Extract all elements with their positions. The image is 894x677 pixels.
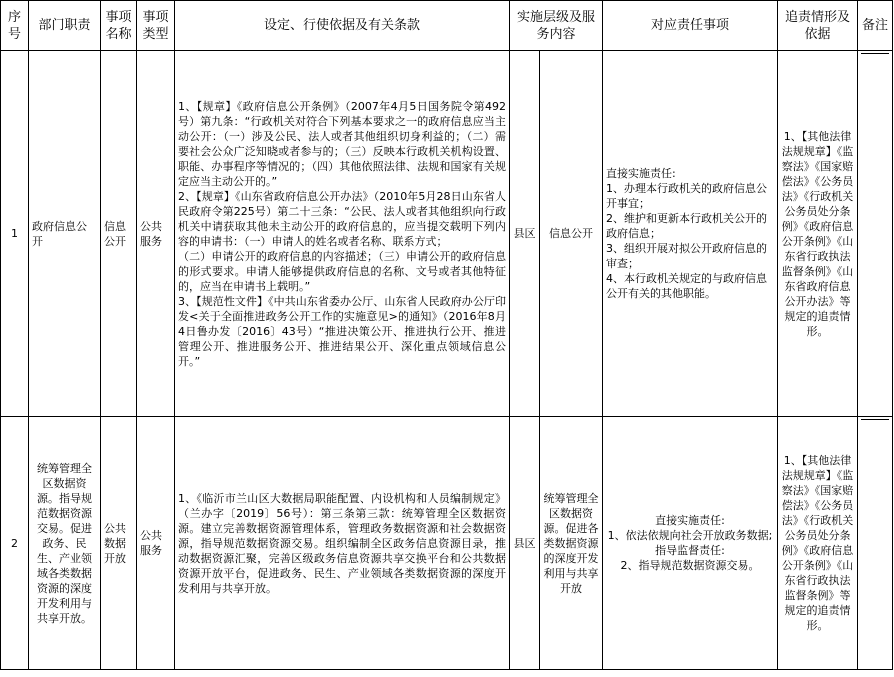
row-remark — [858, 417, 893, 670]
responsibility-line: 4、本行政机关规定的与政府信息公开有关的其他职能。 — [606, 272, 768, 300]
row-responsibility — [603, 51, 778, 417]
responsibility-line: 指导监督责任: — [655, 544, 725, 557]
row-level: 县区 — [510, 51, 540, 417]
responsibility-line: 2、指导规范数据资源交易。 — [620, 559, 760, 572]
responsibility-line: 3、组织开展对拟公开政府信息的审查； — [606, 242, 768, 270]
basis-paragraph: 3、【规范性文件】《中共山东省委办公厅、山东省人民政府办公厅印发<关于全面推进政务公开工作的实施意见>的通知》（2016年8月4日鲁办发〔2016〕43号）“推进决策公开、推进执行公开、推进管理公开、推进服务公开、推进结果公开、深化重点领域信息公开。” — [178, 294, 506, 368]
row-item-type: 公共服务 — [137, 417, 175, 670]
row-remark — [858, 51, 893, 417]
responsibility-line: 直接实施责任: — [606, 167, 676, 180]
row-item-name: 信息公开 — [101, 51, 137, 417]
header-remark: 备注 — [858, 1, 893, 51]
basis-paragraph: 2、【规章】《山东省政府信息公开办法》（2010年5月28日山东省人民政府令第225号）第二十三条：“公民、法人或者其他组织向行政机关中请获取其他未主动公开的政府信息的，应当提交载明下列内容的申请书：（一）申请人的姓名或者名称、联系方式； — [178, 189, 506, 248]
row-item-type: 公共服务 — [137, 51, 175, 417]
row-pursuit: 1、【其他法律法规规章】《监察法》《国家赔偿法》《公务员法》《行政机关公务员处分条例》《政府信息公开条例》《山东省行政执法监督条例》《山东省政府信息公开办法》等规定的追责情形。 — [778, 51, 858, 417]
basis-paragraph: （二）申请公开的政府信息的内容描述；（三）申请公开的政府信息的形式要求。申请人能够提供政府信息的名称、文号或者其他特征的，应当在申请书上载明。” — [178, 249, 506, 293]
row-basis — [175, 417, 510, 670]
row-seq: 1 — [1, 51, 29, 417]
row-responsibility — [603, 417, 778, 670]
row-basis — [175, 51, 510, 417]
header-seq: 序号 — [1, 1, 29, 51]
header-level-service: 实施层级及服务内容 — [510, 1, 603, 51]
header-pursuit: 追责情形及依据 — [778, 1, 858, 51]
row-level: 县区 — [510, 417, 540, 670]
responsibility-line: 1、依法依规向社会开放政务数据; — [607, 529, 773, 542]
header-item-name: 事项名称 — [101, 1, 137, 51]
row-service: 信息公开 — [540, 51, 603, 417]
header-responsibility: 对应责任事项 — [603, 1, 778, 51]
table-row — [1, 417, 893, 670]
table-row — [1, 51, 893, 417]
row-seq: 2 — [1, 417, 29, 670]
remark-segment — [861, 419, 889, 420]
row-service: 统筹管理全区数据资源。促进各类数据资源的深度开发利用与共享开放 — [540, 417, 603, 670]
header-item-type: 事项类型 — [137, 1, 175, 51]
header-basis: 设定、行使依据及有关条款 — [175, 1, 510, 51]
responsibility-line: 1、办理本行政机关的政府信息公开事宜； — [606, 182, 768, 210]
header-row — [1, 1, 893, 51]
basis-paragraph: 1、【规章】《政府信息公开条例》（2007年4月5日国务院令第492号）第九条：“行政机关对符合下列基本要求之一的政府信息应当主动公开：（一）涉及公民、法人或者其他组织切身利益的；（二）需要社会公众广泛知晓或者参与的；（三）反映本行政机关机构设置、职能、办事程序等情况的；（四）其他依照法律、法规和国家有关规定应当主动公开的。” — [178, 99, 506, 188]
responsibility-line: 直接实施责任: — [655, 514, 725, 527]
remark-segment — [861, 53, 889, 54]
row-dept-duty: 政府信息公开 — [29, 51, 101, 417]
row-dept-duty: 统筹管理全区数据资源。指导规范数据资源交易。促进政务、民生、产业领域各类数据资源的深度开发利用与共享开放。 — [29, 417, 101, 670]
header-dept-duty: 部门职责 — [29, 1, 101, 51]
row-pursuit: 1、【其他法律法规规章】《监察法》《国家赔偿法》《公务员法》《行政机关公务员处分条例》《政府信息公开条例》《山东省行政执法监督条例》等规定的追责情形。 — [778, 417, 858, 670]
row-item-name: 公共数据开放 — [101, 417, 137, 670]
responsibility-line: 2、维护和更新本行政机关公开的政府信息； — [606, 212, 768, 240]
basis-paragraph: 1、《临沂市兰山区大数据局职能配置、内设机构和人员编制规定》（兰办字〔2019〕56号）：第三条第三款：统筹管理全区数据资源。建立完善数据资源管理体系，管理政务数据资源和社会数据资源，指导规范数据资源交易。组织编制全区政务信息资源目录，推动数据资源汇聚，完善区级政务信息资源共享交换平台和公共数据资源开放平台，促进政务、民生、产业领域各类数据资源的深度开发利用与共享开放。 — [178, 491, 506, 595]
